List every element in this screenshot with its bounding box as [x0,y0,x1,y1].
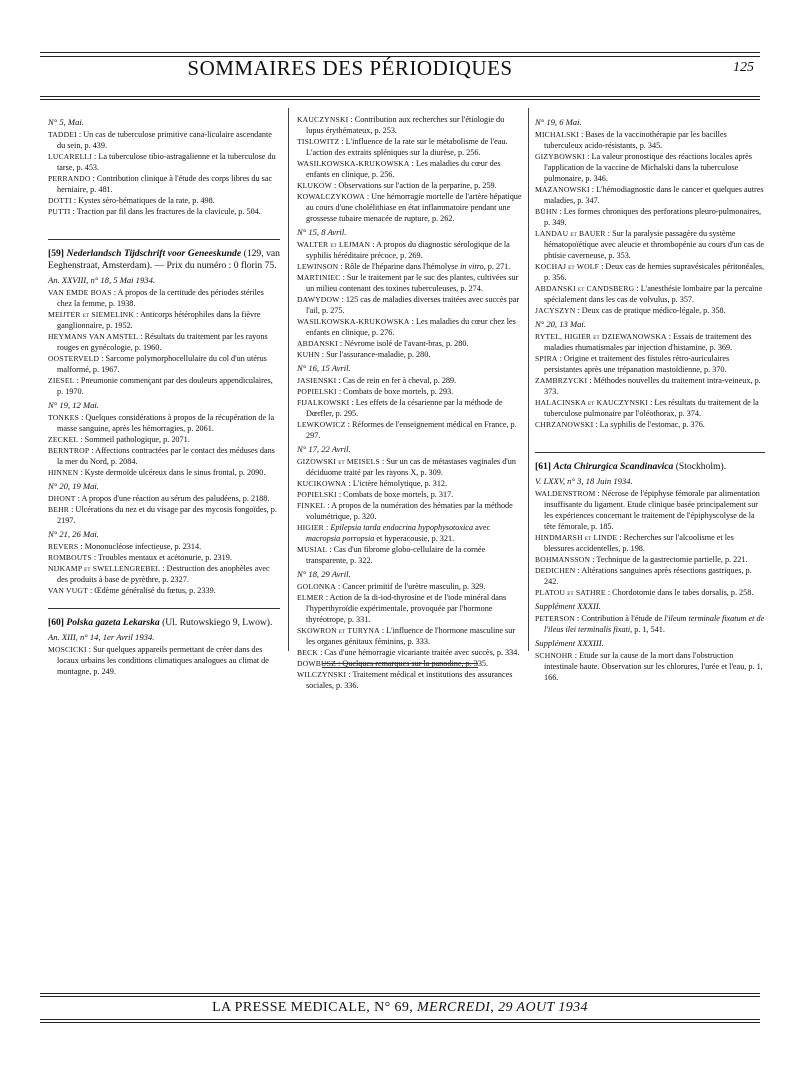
entry: FINKEL : A propos de la numération des hématies par la méthode volumétrique, p. 320. [297,501,513,521]
journal-heading: [61] Acta Chirurgica Scandinavica (Stockholm). [535,461,727,472]
section-separator [535,452,765,453]
entry: MARTINIEC : Sur le traitement par le suc des plantes, cultivées sur un milieu contenant des toxines tuberculeuses, p. 274. [297,273,519,293]
footer-rule-1 [40,993,760,994]
column-divider-2 [528,108,529,651]
page-footer [40,996,760,1020]
entry: SKOWRON et TURYNA : L'influence de l'hormone masculine sur les organes génitaux féminins, p. 333. [297,626,516,646]
issue-heading: N° 16, 15 Avril. [297,363,351,373]
journal-heading: [60] Polska gazeta Lekarska (Ul. Rutowskiego 9, Lwow). [48,617,273,628]
issue-heading: N° 21, 26 Mai. [48,529,99,539]
entry: RYTEL, HIGIER et DZIEWANOWSKA : Essais de traitement des maladies rhumatismales par injection d'histamine, p. 369. [535,332,752,352]
entry: BERNTROP : Affections contractées par le contact des méduses dans la mer du Nord, p. 2084. [48,446,275,466]
entry: TISLOWITZ : L'influence de la rate sur le métabolisme de l'eau. L'action des extraits spléniques sur la diurèse, p. 256. [297,137,508,157]
entry: DEDICHEN : Altérations sanguines après résections gastriques, p. 242. [535,566,752,586]
entry: POPIELSKI : Combats de boxe mortels, p. 317. [297,490,454,499]
issue-heading: N° 15, 8 Avril. [297,227,347,237]
entry: PERRANDO : Contribution clinique à l'étude des corps libres du sac herniaire, p. 481. [48,174,273,194]
issue-heading: N° 20, 19 Mai. [48,481,99,491]
entry: ELMER : Action de la di-iod-thyrosine et de l'iode minéral dans l'hyperthyroïdie expérimentale, provoquée par l'hormone thyréotrope, p. 331. [297,593,507,624]
entry: GOLONKA : Cancer primitif de l'urètre masculin, p. 329. [297,582,486,591]
entry: ZIESEL : Pneumonie commençant par des douleurs appendiculaires, p. 1970. [48,376,273,396]
entry: HIGIER : Epilepsia tarda endocrina hypophysotoxica avec macropsia porropsia et hyperacousie, p. 321. [297,523,491,543]
issue-heading: An. XIII, n° 14, 1er Avril 1934. [48,632,155,642]
entry: JASIENSKI : Cas de rein en fer à cheval, p. 289. [297,376,457,385]
issue-heading: N° 19, 12 Mai. [48,400,99,410]
entry: ABDANSKI et CANDSBERG : L'anesthésie lombaire par la percaïne spécialement dans les cas de volvulus, p. 357. [535,284,763,304]
entry: BOHMANSSON : Technique de la gastrectomie partielle, p. 221. [535,555,748,564]
footer-text: LA PRESSE MEDICALE, N° 69, MERCREDI, 29 AOUT 1934 [212,1000,588,1015]
entry: WASILKOWSKA-KRUKOWSKA : Les maladies du cœur des enfants en clinique, p. 256. [297,159,501,179]
footer-rule-4 [40,1022,760,1023]
entry: LEWINSON : Rôle de l'héparine dans l'hémolyse in vitro, p. 271. [297,262,511,271]
issue-heading: N° 5, Mai. [48,117,84,127]
entry: KOWALCZYKOWA : Une hémorragie mortelle de l'artère hépatique au cours d'une cholélithiase en état inflammatoire pendant une grossesse tubaire menacée de rupture, p. 262. [297,192,522,223]
entry: ZECKEL : Sommeil pathologique, p. 2071. [48,435,190,444]
issue-heading: An. XXVIII, n° 18, 5 Mai 1934. [48,275,156,285]
entry: TADDEI : Un cas de tuberculose primitive cana-liculaire ascendante du sein, p. 439. [48,130,272,150]
entry: VAN VUGT : Œdème généralisé du fœtus, p. 2339. [48,586,216,595]
entry: PUTTI : Traction par fil dans les fractures de la clavicule, p. 504. [48,207,261,216]
header-rule-1 [40,96,760,97]
section-separator [48,608,280,609]
entry: MOSCICKI : Sur quelques appareils permettant de créer dans des locaux urbains les conditions climatiques analogues au climat de montagne, p. 249. [48,645,269,676]
entry: HINNEN : Kyste dermoïde ulcéreux dans le sinus frontal, p. 2090. [48,468,266,477]
entry: HINDMARSH et LINDE : Recherches sur l'alcoolisme et les blessures accidentelles, p. 198. [535,533,734,553]
entry: KUCIKOWNA : L'ictère hémolytique, p. 312. [297,479,448,488]
entry: POPIELSKI : Combats de boxe mortels, p. 293. [297,387,454,396]
entry: HEYMANS VAN AMSTEL : Résultats du traitement par les rayons rouges en gynécologie, p. 1960. [48,332,268,352]
issue-heading: V. LXXV, n° 3, 18 Juin 1934. [535,476,633,486]
column-3 [535,114,765,683]
issue-heading: N° 17, 22 Avril. [297,444,351,454]
entry: OOSTERVELD : Sarcome polymorphocellulaire du col d'un utérus malformé, p. 1967. [48,354,267,374]
page-header [40,52,760,94]
entry: GIZYBOWSKI : La valeur pronostique des réactions locales après l'application de la vaccine de Michalski dans la tuberculose pulmonaire, p. 346. [535,152,752,183]
entry: MAZANOWSKI : L'hémodiagnostic dans le cancer et quelques autres maladies, p. 347. [535,185,764,205]
entry: HALACINSKA et KAUCZYNSKI : Les résultats du traitement de la tuberculose pulmonaire par l'oléothorax, p. 374. [535,398,759,418]
entry: DAWYDOW : 125 cas de maladies diverses traitées avec succès par l'ail, p. 275. [297,295,520,315]
entry: KOCHAJ et WOLF : Deux cas de hernies supravésicales péritonéales, p. 356. [535,262,765,282]
issue-heading: Supplément XXXII. [535,601,601,611]
entry: REVERS : Mononucléose infectieuse, p. 2314. [48,542,202,551]
entry: WALTER et LEJMAN : A propos du diagnostic sérologique de la syphilis héréditaire précoce, p. 269. [297,240,510,260]
entry: SCHNOHR : Etude sur la cause de la mort dans l'obstruction intestinale haute. Observation sur les chlorures, l'urée et l'eau, p. 1, 166. [535,651,763,682]
entry: WILCZYNSKI : Traitement médical et institutions des assurances sociales, p. 336. [297,670,513,690]
entry: LEWKOWICZ : Réformes de l'enseignement médical en France, p. 297. [297,420,517,440]
entry: PETERSON : Contribution à l'étude de l'ileum terminale fixatum et de l'ileus ilei terminalis fixati, p. 1, 541. [535,614,765,634]
entry: CHRZANOWSKI : La syphilis de l'estomac, p. 376. [535,420,705,429]
entry: JACYSZYN : Deux cas de pratique médico-légale, p. 358. [535,306,726,315]
end-ornament-rule [322,663,478,668]
entry: LUCARELLI : La tuberculose tibio-astragalienne et la tuberculose du tarse, p. 453. [48,152,276,172]
entry: BECK : Cas d'une hémorragie vicariante traitée avec succès, p. 334. [297,648,520,657]
entry: PLATOU et SATHRE : Chordotomie dans le tabes dorsalis, p. 258. [535,588,754,597]
entry: ABDANSKI : Névrome isolé de l'avant-bras, p. 280. [297,339,469,348]
entry: DOTTI : Kystes séro-hématiques de la rate, p. 498. [48,196,215,205]
footer-rule-3 [40,1019,760,1020]
entry: BÜHN : Les formes chroniques des perforations pleuro-pulmonaires, p. 349. [535,207,762,227]
entry: MUSIAL : Cas d'un fibrome globo-cellulaire de la cornée transparente, p. 322. [297,545,486,565]
entry: BEHR : Ulcérations du nez et du visage par des mycosis fongoïdes, p. 2197. [48,505,277,525]
page-number: 125 [733,60,754,75]
entry: DOWBUSZ : Quelques remarques sur la panodine, p. 335. [297,659,489,668]
journal-heading: [59] Nederlandsch Tijdschrift voor Geneeskunde (129, van Eeghenstraat, Amsterdam). — Prix du numéro : 0 florin 75. [48,248,280,271]
entry: NIJKAMP et SWELLENGREBEL : Destruction des anophèles avec des produits à base de pyrèthre, p. 2327. [48,564,270,584]
entry: KAUCZYNSKI : Contribution aux recherches sur l'étiologie du lupus érythémateux, p. 253. [297,115,505,135]
entry: ROMBOUTS : Troubles mentaux et acétonurie, p. 2319. [48,553,232,562]
entry: WASILKOWSKA-KRUKOWSKA : Les maladies du cœur chez les enfants en clinique, p. 276. [297,317,516,337]
entry: KLUKOW : Observations sur l'action de la perparine, p. 259. [297,181,497,190]
entry: KUHN : Sur l'assurance-maladie, p. 280. [297,350,431,359]
issue-heading: N° 18, 29 Avril. [297,569,351,579]
column-2 [297,114,522,691]
column-divider-1 [288,108,289,651]
issue-heading: N° 19, 6 Mai. [535,117,582,127]
issue-heading: N° 20, 13 Mai. [535,319,586,329]
issue-heading: Supplément XXXIII. [535,638,604,648]
entry: GIZOWSKI et MEISELS : Sur un cas de métastases vaginales d'un déciduome traité par les rayons X, p. 309. [297,457,516,477]
entry: ZAMBRZYCKI : Méthodes nouvelles du traitement intra-veineux, p. 373. [535,376,761,396]
entry: TONKES : Quelques considérations à propos de la récupération de la masse sanguine, après les hémorragies, p. 2061. [48,413,275,433]
page-title: SOMMAIRES DES PÉRIODIQUES [187,56,513,80]
entry: SPIRA : Origine et traitement des fistules rétro-auriculaires persistantes après une trépanation mastoïdienne, p. 370. [535,354,730,374]
entry: FIJALKOWSKI : Les effets de la césarienne par la méthode de Dœrfler, p. 295. [297,398,503,418]
header-rule-2 [40,99,760,100]
entry: LANDAU et BAUER : Sur la paralysie passagère du système hématopoïétique avec aleucie et thrombopénie au cours d'un cas de phtisie caverneuse, p. 353. [535,229,764,260]
section-separator [48,239,280,240]
entry: WALDENSTROM : Nécrose de l'épiphyse fémorale par alimentation insuffisante du ligament. Etude clinique basée principalement sur les expériences concernant le traitement de l'épiphyscolyse de la tête fémorale, p. 185. [535,489,760,531]
entry: MEIJTER et SIEMELINK : Anticorps hétérophiles dans la fièvre ganglionnaire, p. 1952. [48,310,261,330]
entry: VAN EMDE BOAS : A propos de la certitude des périodes stériles chez la femme, p. 1938. [48,288,264,308]
entry: DHONT : A propos d'une réaction au sérum des paludéens, p. 2188. [48,494,270,503]
entry: MICHALSKI : Bases de la vaccinothérapie par les bacilles tuberculeux acido-résistants, p. 345. [535,130,727,150]
column-1 [48,114,280,677]
